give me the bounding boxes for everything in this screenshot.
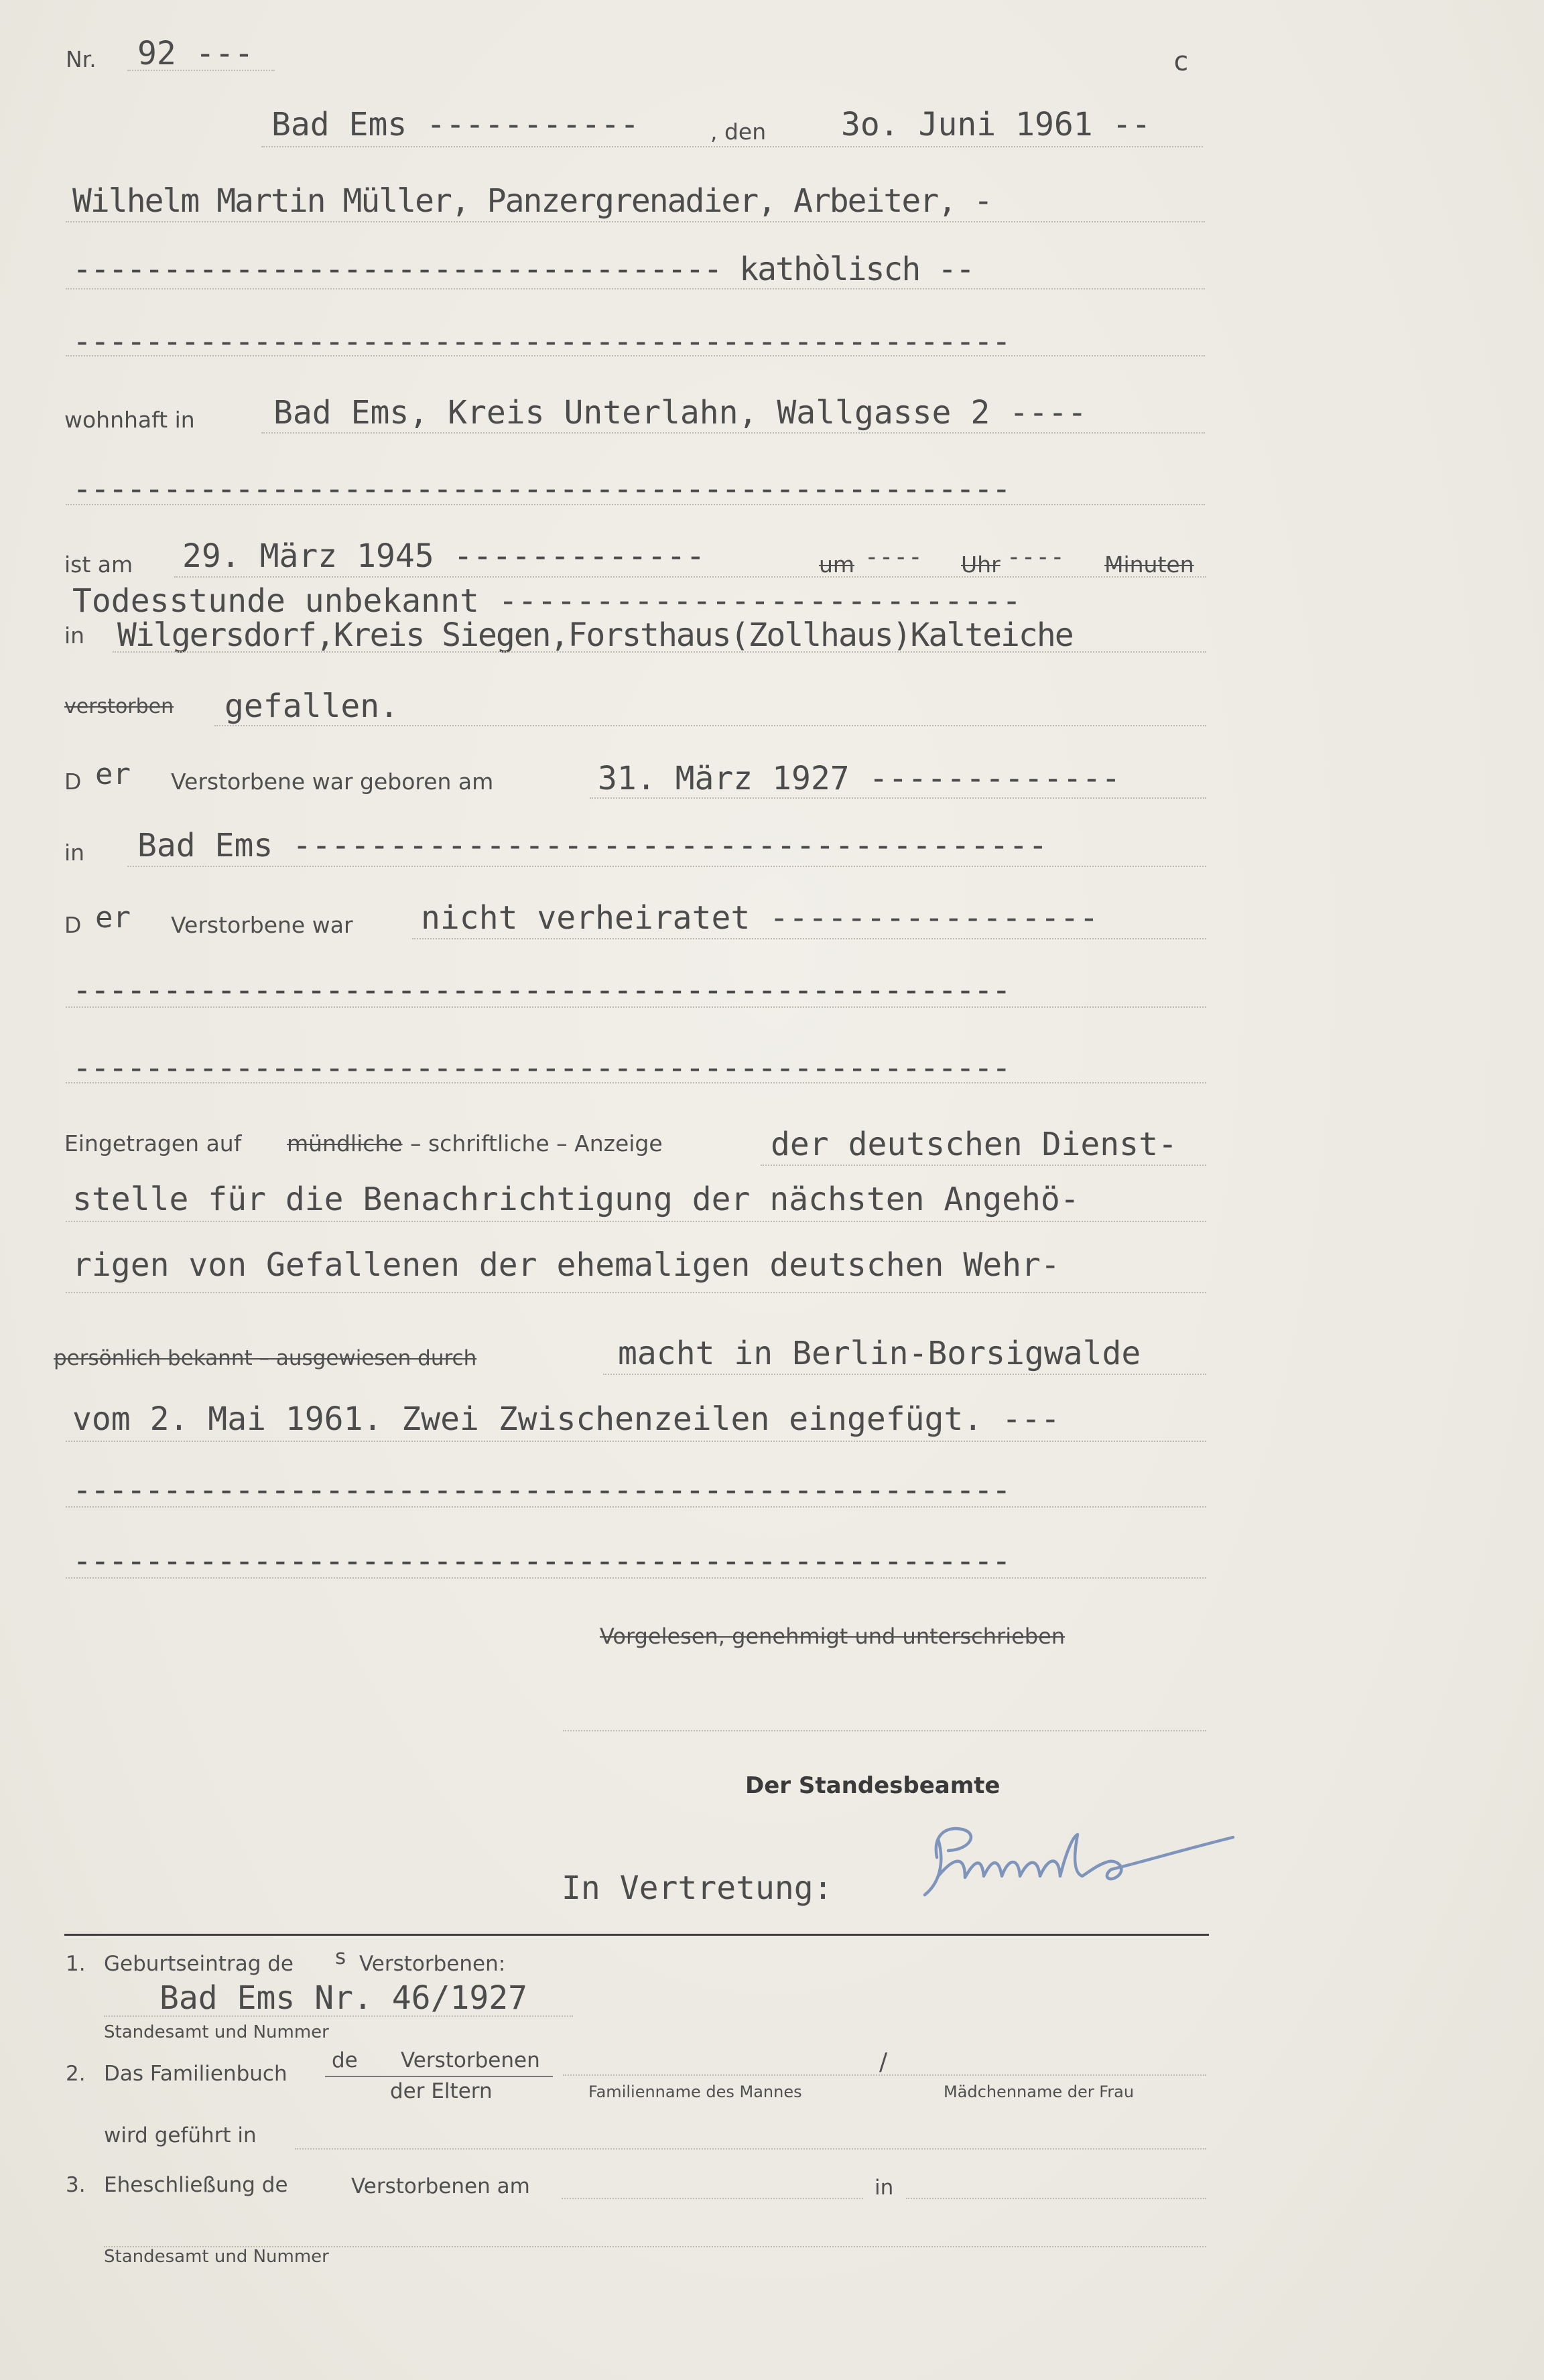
signature-image xyxy=(898,1809,1273,1910)
registration-line1: ---------------------------------------------------- xyxy=(72,1471,1010,1509)
eheschliessung-place-rule xyxy=(906,2198,1206,2199)
birth-d-label: D xyxy=(64,769,82,795)
maedchenname-label: Mädchenname der Frau xyxy=(944,2082,1135,2101)
residence-cont-rule xyxy=(66,504,1205,505)
persoenlich-label: persönlich bekannt – ausgewiesen durch xyxy=(54,1346,477,1370)
birth-date: 31. März 1927 ------------- xyxy=(598,760,1121,797)
marital-rule xyxy=(412,938,1206,939)
eheschliessung-label: Eheschließung de xyxy=(104,2173,288,2197)
registration-rule5 xyxy=(66,1441,1206,1442)
verstorben-label: verstorben xyxy=(64,695,174,718)
nr-line xyxy=(127,70,275,71)
geburtseintrag-label: Geburtseintrag de xyxy=(104,1952,294,1976)
item1-number: 1. xyxy=(66,1952,86,1976)
vorgelesen-label: Vorgelesen, genehmigt und unterschrieben xyxy=(600,1624,1066,1649)
item3-verstorbenen: Verstorbenen am xyxy=(351,2174,530,2198)
certificate-page: Nr. 92 --- c Bad Ems ----------- , den 3o. Juni 1961 -- Wilhelm Martin Müller, Panzergrenadier, Arbeiter, - ------------------------------------ kathòlisch -- ---------------------------------------------------- wohnhaft in Bad Ems, Kreis Unterlahn, Wallgasse 2 ---- ---------------------------------------------------- ist am 29. März 1945 ------------- um ---- Uhr ---- Minuten Todesstunde unbekannt --------------------------- in Wilgersdorf,Kreis Siegen,Forsthaus(Zollhaus)Kalteiche verstorben gefallen. D er Verstorbene war geboren am 31. März 1927 ------------- in Bad Ems --------------------------------------- D er Verstorbene war nicht verheiratet ----------------- ---------------------------------------------------- ---------------------------------------------------- Eingetragen auf mündliche – schriftliche – Anzeige der deutschen Dienst- stelle für die Benachrichtigung der nächsten Angehö- rigen von Gefallenen der ehemaligen deutschen Wehr- persönlich bekannt – ausgewiesen durch macht in Berlin-Borsigwalde vom 2. Mai 1961. Zwei Zwischenzeilen eingefügt. --- ---------------------------------------------------- ---------------------------------------------------- Vorgelesen, genehmigt und unterschrieben Der Standesbeamte In Vertretung: 1. Geburtseintrag de s Verstorbenen: Bad Ems Nr. 46/1927 Standesamt und Nummer 2. Das Familienbuch de Verstorbenen der Eltern Familienname des Mannes / Mädchenname der Frau wird geführt in 3. Eheschließung de Verstorbenen am in Standesamt und Nummer xyxy=(0,0,1544,2380)
registration-rule1 xyxy=(761,1165,1206,1166)
muendliche: mündliche xyxy=(287,1130,403,1156)
registration-text4: macht in Berlin-Borsigwalde xyxy=(618,1335,1141,1372)
registration-rule7 xyxy=(66,1577,1206,1579)
birth-place: Bad Ems --------------------------------------- xyxy=(137,827,1048,864)
item2-eltern: der Eltern xyxy=(390,2079,493,2103)
marital-d-label: D xyxy=(64,912,82,938)
familienbuch-label: Das Familienbuch xyxy=(104,2062,287,2086)
death-hour: Todesstunde unbekannt --------------------------- xyxy=(72,582,1022,620)
den-label: , den xyxy=(710,119,767,145)
um-label: um xyxy=(819,551,855,578)
gefallen-rule xyxy=(214,725,1206,726)
corner-mark: c xyxy=(1173,46,1189,77)
name-line xyxy=(66,221,1205,222)
birth-place-rule xyxy=(127,866,1206,867)
item3-number: 3. xyxy=(66,2173,86,2197)
item2-de: de xyxy=(332,2048,358,2072)
birth-entry-value: Bad Ems Nr. 46/1927 xyxy=(159,1979,528,2017)
religion-line: ------------------------------------ kathòlisch -- xyxy=(72,251,974,288)
registration-rule6 xyxy=(66,1506,1206,1508)
war-label: Verstorbene war xyxy=(171,912,353,938)
deceased-name: Wilhelm Martin Müller, Panzergrenadier, Arbeiter, - xyxy=(72,182,992,220)
blank-line: ---------------------------------------------------- xyxy=(72,323,1010,360)
registry-date: 3o. Juni 1961 -- xyxy=(841,106,1151,143)
registration-rule4 xyxy=(603,1374,1206,1375)
schriftliche-label: – schriftliche – Anzeige xyxy=(410,1130,663,1156)
eingetragen-label: Eingetragen auf xyxy=(64,1130,242,1156)
marital-line2: ---------------------------------------------------- xyxy=(72,1049,1010,1087)
footer-divider xyxy=(64,1934,1209,1936)
fraction-line xyxy=(325,2076,553,2077)
registration-text5: vom 2. Mai 1961. Zwei Zwischenzeilen eingefügt. --- xyxy=(72,1400,1060,1438)
marital-status: nicht verheiratet ----------------- xyxy=(421,899,1099,937)
item2-number: 2. xyxy=(66,2062,86,2086)
registration-text1: der deutschen Dienst- xyxy=(771,1126,1177,1163)
wohnhaft-label: wohnhaft in xyxy=(64,407,195,433)
registration-text3: rigen von Gefallenen der ehemaligen deutschen Wehr- xyxy=(72,1246,1060,1284)
item1-s: s xyxy=(335,1945,346,1969)
record-number: 92 --- xyxy=(137,35,254,72)
gefuehrt-label: wird geführt in xyxy=(104,2123,257,2147)
registration-text2: stelle für die Benachrichtigung der nächsten Angehö- xyxy=(72,1181,1080,1218)
registration-line2: ---------------------------------------------------- xyxy=(72,1542,1010,1580)
death-place-rule xyxy=(113,651,1206,653)
item1-verstorbenen: Verstorbenen: xyxy=(359,1952,506,1976)
marital-rule2 xyxy=(66,1082,1206,1083)
eheschliessung-date-rule xyxy=(562,2198,863,2199)
item3-in: in xyxy=(875,2176,894,2200)
standesamt-label-2: Standesamt und Nummer xyxy=(104,2247,329,2267)
registry-place: Bad Ems ----------- xyxy=(271,106,640,143)
marital-rule1 xyxy=(66,1006,1206,1008)
nr-label: Nr. xyxy=(66,46,96,72)
standesamt-label: Standesamt und Nummer xyxy=(104,2022,329,2042)
vertretung-label: In Vertretung: xyxy=(562,1869,833,1907)
uhr-label: Uhr xyxy=(961,551,1001,578)
residence: Bad Ems, Kreis Unterlahn, Wallgasse 2 ---- xyxy=(273,394,1087,432)
item2-verstorbenen: Verstorbenen xyxy=(401,2048,540,2072)
registration-rule3 xyxy=(66,1292,1206,1293)
registration-rule2 xyxy=(66,1221,1206,1222)
familienname-label: Familienname des Mannes xyxy=(588,2082,802,2101)
residence-rule xyxy=(261,432,1205,434)
birth-entry-rule xyxy=(104,2015,573,2017)
death-date: 29. März 1945 ------------- xyxy=(182,537,706,575)
ist-am-label: ist am xyxy=(64,551,133,578)
blank-rule xyxy=(66,355,1205,356)
name-slash: / xyxy=(879,2048,888,2076)
place-date-line xyxy=(261,146,1203,147)
death-place: Wilgersdorf,Kreis Siegen,Forsthaus(Zollhaus)Kalteiche xyxy=(117,616,1073,654)
marital-line1: ---------------------------------------------------- xyxy=(72,972,1010,1009)
death-in-label: in xyxy=(64,622,85,649)
signature-line xyxy=(563,1730,1206,1731)
minuten-label: Minuten xyxy=(1104,551,1194,578)
death-date-rule xyxy=(174,576,1206,578)
birth-in-label: in xyxy=(64,840,85,866)
geboren-label: Verstorbene war geboren am xyxy=(171,769,494,795)
religion-rule xyxy=(66,288,1205,289)
residence-continued: ---------------------------------------------------- xyxy=(72,470,1010,508)
gefallen: gefallen. xyxy=(224,687,399,725)
birth-date-rule xyxy=(590,797,1206,799)
birth-er: er xyxy=(95,757,131,791)
standesbeamte-label: Der Standesbeamte xyxy=(745,1772,1001,1799)
gefuehrt-rule xyxy=(295,2148,1206,2150)
marital-er: er xyxy=(95,901,131,935)
